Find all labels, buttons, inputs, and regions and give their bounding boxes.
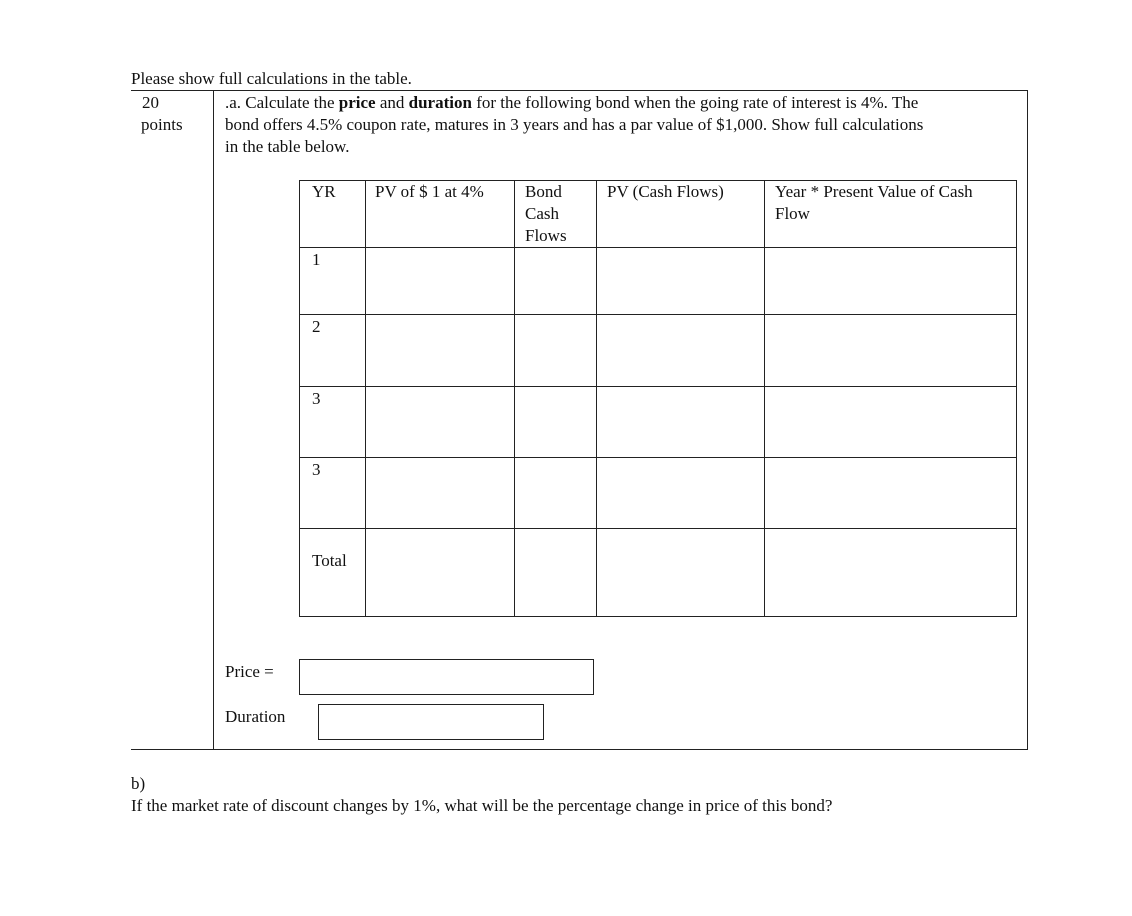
question-a-bold-duration: duration bbox=[408, 93, 472, 112]
price-label: Price = bbox=[225, 662, 274, 681]
question-a-line-1-rest: for the following bond when the going rate of interest is 4%. The bbox=[471, 93, 919, 112]
table-line bbox=[299, 386, 1017, 387]
header-cash-flows-line-2: Cash bbox=[525, 204, 559, 223]
instruction-text: Please show full calculations in the table. bbox=[131, 69, 412, 88]
question-table-top-border bbox=[131, 90, 1028, 91]
table-line bbox=[596, 180, 597, 617]
question-table-right-border bbox=[1027, 90, 1028, 750]
table-line bbox=[764, 180, 765, 617]
table-line bbox=[299, 457, 1017, 458]
row-yr: Total bbox=[312, 551, 347, 570]
header-year-pv-line-2: Flow bbox=[775, 204, 810, 223]
question-table-bottom-border bbox=[131, 749, 1028, 750]
table-line bbox=[299, 616, 1017, 617]
question-a-bold-price: price bbox=[338, 93, 376, 112]
header-pv-factor: PV of $ 1 at 4% bbox=[375, 182, 484, 201]
duration-input-box[interactable] bbox=[318, 704, 544, 740]
table-line bbox=[1016, 180, 1017, 617]
header-pv-cash-flows: PV (Cash Flows) bbox=[607, 182, 724, 201]
row-yr: 2 bbox=[312, 317, 321, 336]
header-year-pv-line-1: Year * Present Value of Cash bbox=[775, 182, 973, 201]
table-line bbox=[299, 247, 1017, 248]
question-a-line-3: in the table below. bbox=[225, 137, 350, 156]
row-yr: 3 bbox=[312, 389, 321, 408]
table-line bbox=[299, 180, 300, 617]
price-input-box[interactable] bbox=[299, 659, 594, 695]
row-yr: 3 bbox=[312, 460, 321, 479]
table-line bbox=[299, 314, 1017, 315]
question-a-and: and bbox=[375, 93, 409, 112]
header-yr: YR bbox=[312, 182, 336, 201]
question-a-line-1 bbox=[225, 92, 918, 114]
points-value: 20 bbox=[142, 93, 159, 112]
table-line bbox=[299, 528, 1017, 529]
points-label: points bbox=[141, 115, 183, 134]
header-cash-flows-line-1: Bond bbox=[525, 182, 562, 201]
duration-label: Duration bbox=[225, 707, 286, 726]
question-a-line-2: bond offers 4.5% coupon rate, matures in 3 years and has a par value of $1,000. Show full calculations bbox=[225, 115, 924, 134]
table-line bbox=[365, 180, 366, 617]
question-b-label: b) bbox=[131, 774, 146, 793]
question-table-divider bbox=[213, 90, 214, 750]
header-cash-flows-line-3: Flows bbox=[525, 226, 567, 245]
row-yr: 1 bbox=[312, 250, 321, 269]
question-a-prefix: .a. Calculate the bbox=[225, 93, 339, 112]
question-b-text: If the market rate of discount changes by 1%, what will be the percentage change in price of this bond? bbox=[131, 796, 833, 815]
table-line bbox=[514, 180, 515, 617]
